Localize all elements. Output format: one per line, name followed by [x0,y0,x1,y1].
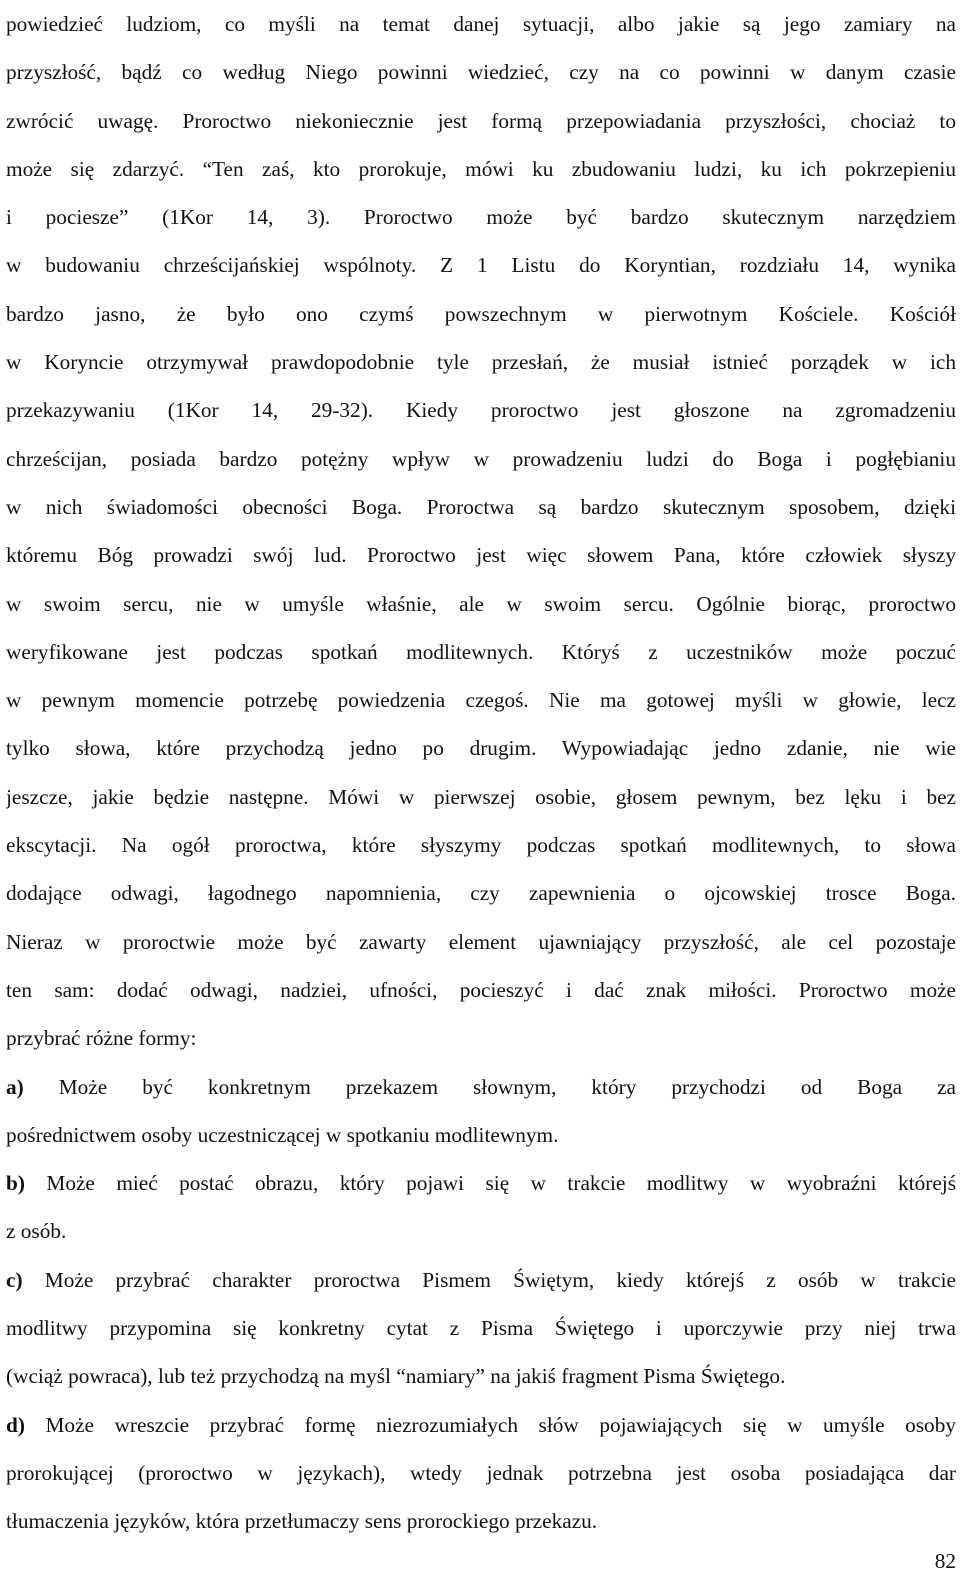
list-item-line: z osób. [6,1219,67,1244]
paragraph-line: ten sam: dodać odwagi, nadziei, ufności, pocieszyć i dać znak miłości. Proroctwo może [6,977,956,1002]
page-body [6,0,956,1546]
paragraph-line: zwrócić uwagę. Proroctwo niekoniecznie jest formą przepowiadania przyszłości, chociaż to [6,108,956,133]
paragraph-line: któremu Bóg prowadzi swój lud. Proroctwo jest więc słowem Pana, które człowiek słyszy [6,543,956,568]
list-item-b [6,1159,956,1256]
list-item-text: Może wreszcie przybrać formę niezrozumiałych słów pojawiających się w umyśle osoby [45,1412,956,1437]
paragraph-line: może się zdarzyć. “Ten zaś, kto prorokuje, mówi ku zbudowaniu ludzi, ku ich pokrzepieniu [6,156,956,181]
paragraph-line: przyszłość, bądź co według Niego powinni wiedzieć, czy na co powinni w danym czasie [6,60,956,85]
list-item-a [6,1063,956,1160]
paragraph-line: bardzo jasno, że było ono czymś powszechnym w pierwotnym Kościele. Kościół [6,301,956,326]
list-marker: b) [6,1171,25,1196]
list-item-c [6,1256,956,1401]
paragraph-line: w Koryncie otrzymywał prawdopodobnie tyle przesłań, że musiał istnieć porządek w ich [6,350,956,375]
paragraph-line: przybrać różne formy: [6,1026,197,1051]
list-item-line: modlitwy przypomina się konkretny cytat z Pisma Świętego i uporczywie przy niej trwa [6,1316,956,1341]
paragraph-line: chrześcijan, posiada bardzo potężny wpływ w prowadzeniu ludzi do Boga i pogłębianiu [6,446,956,471]
paragraph-line: i pociesze” (1Kor 14, 3). Proroctwo może być bardzo skutecznym narzędziem [6,205,956,230]
main-paragraph [6,0,956,1063]
list-marker: d) [6,1412,25,1437]
paragraph-line: przekazywaniu (1Kor 14, 29-32). Kiedy proroctwo jest głoszone na zgromadzeniu [6,398,956,423]
list-marker: a) [6,1074,24,1099]
paragraph-line: w nich świadomości obecności Boga. Proroctwa są bardzo skutecznym sposobem, dzięki [6,494,956,519]
paragraph-line: w pewnym momencie potrzebę powiedzenia czegoś. Nie ma gotowej myśli w głowie, lecz [6,688,956,713]
prophecy-forms-list [6,1063,956,1546]
list-item-text: Może przybrać charakter proroctwa Pismem Świętym, kiedy którejś z osób w trakcie [44,1267,956,1292]
list-item-line [6,1401,956,1449]
paragraph-line: jeszcze, jakie będzie następne. Mówi w pierwszej osobie, głosem pewnym, bez lęku i bez [6,784,956,809]
list-item-line [6,1063,956,1111]
list-item-line: (wciąż powraca), lub też przychodzą na myśl “namiary” na jakiś fragment Pisma Świętego. [6,1364,786,1389]
list-item-line: pośrednictwem osoby uczestniczącej w spotkaniu modlitewnym. [6,1122,559,1147]
paragraph-line: weryfikowane jest podczas spotkań modlitewnych. Któryś z uczestników może poczuć [6,639,956,664]
list-item-line: prorokującej (proroctwo w językach), wtedy jednak potrzebna jest osoba posiadająca dar [6,1460,956,1485]
list-item-text: Może mieć postać obrazu, który pojawi się w trakcie modlitwy w wyobraźni którejś [46,1171,956,1196]
paragraph-line: Nieraz w proroctwie może być zawarty element ujawniający przyszłość, ale cel pozostaje [6,929,956,954]
list-item-line [6,1159,956,1207]
page-number: 82 [934,1549,956,1573]
paragraph-line: dodające odwagi, łagodnego napomnienia, czy zapewnienia o ojcowskiej trosce Boga. [6,881,956,906]
paragraph-line: w budowaniu chrześcijańskiej wspólnoty. Z 1 Listu do Koryntian, rozdziału 14, wynika [6,253,956,278]
paragraph-line: ekscytacji. Na ogół proroctwa, które słyszymy podczas spotkań modlitewnych, to słowa [6,833,956,858]
list-item-line [6,1256,956,1304]
list-item-text: Może być konkretnym przekazem słownym, który przychodzi od Boga za [58,1074,956,1099]
paragraph-line: powiedzieć ludziom, co myśli na temat danej sytuacji, albo jakie są jego zamiary na [6,12,956,36]
paragraph-line: tylko słowa, które przychodzą jedno po drugim. Wypowiadając jedno zdanie, nie wie [6,736,956,761]
paragraph-line: w swoim sercu, nie w umyśle właśnie, ale w swoim sercu. Ogólnie biorąc, proroctwo [6,591,956,616]
list-item-d [6,1401,956,1546]
list-item-line: tłumaczenia języków, która przetłumaczy sens prorockiego przekazu. [6,1509,598,1534]
list-marker: c) [6,1267,23,1292]
